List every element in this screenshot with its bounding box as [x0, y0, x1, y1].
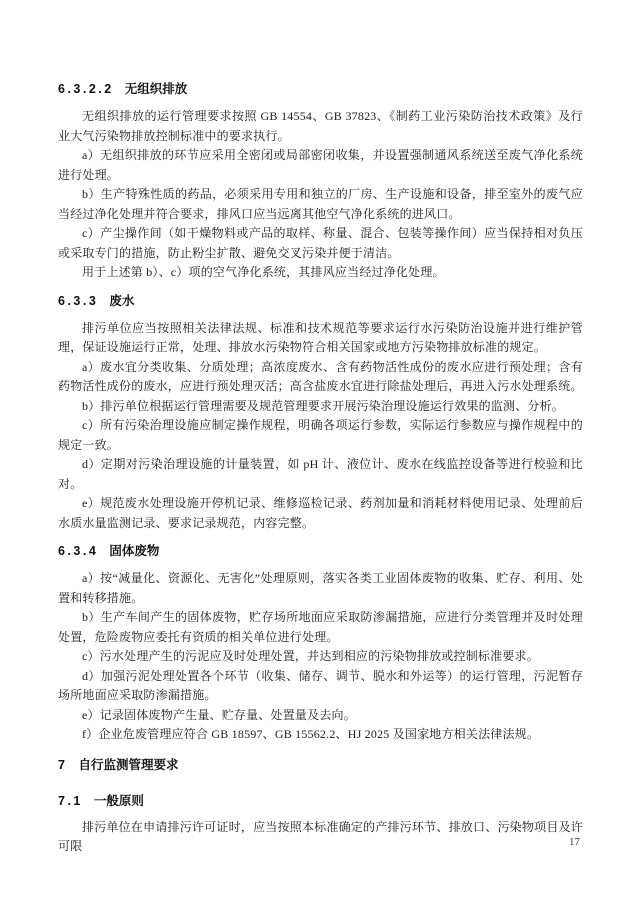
para-solidwaste-item-b: b）生产车间产生的固体废物，贮存场所地面应采取防渗漏措施，应进行分类管理并及时处理处置，危险废物应委托有资质的相关单位进行处理。 [58, 610, 583, 644]
page-number: 17 [569, 836, 580, 848]
heading-title: 固体废物 [109, 544, 160, 558]
heading-6-3-4-solid-waste [58, 543, 583, 559]
heading-number: 6.3.4 [58, 544, 99, 558]
heading-number: 6.3.2.2 [58, 82, 114, 96]
heading-6-3-2-2-fugitive-emissions [58, 81, 583, 97]
heading-6-3-3-wastewater [58, 293, 583, 309]
para-solidwaste-item-f: f）企业危废管理应符合 GB 18597、GB 15562.2、HJ 2025 及国家地方相关法律法规。 [82, 727, 540, 741]
para-fugitive-intro: 无组织排放的运行管理要求按照 GB 14554、GB 37823、《制药工业污染防治技术政策》及行业大气污染物排放控制标准中的要求执行。 [58, 109, 583, 143]
para-solidwaste-item-a: a）按“减量化、资源化、无害化”处理原则，落实各类工业固体废物的收集、贮存、利用、处置和转移措施。 [58, 571, 583, 605]
para-general-principles-intro: 排污单位在申请排污许可证时，应当按照本标准确定的产排污环节、排放口、污染物项目及许可限 [58, 819, 583, 853]
heading-number: 7 [58, 757, 68, 772]
heading-number: 6.3.3 [58, 293, 99, 308]
para-wastewater-item-a: a）废水宜分类收集、分质处理；高浓度废水、含有药物活性成份的废水应进行预处理；含有药物活性成份的废水，应进行预处理灭活；高含盐废水宜进行除盐处理后，再进入污水处理系统。 [58, 359, 583, 393]
heading-title: 一般原则 [93, 793, 144, 808]
heading-title: 无组织排放 [124, 82, 188, 96]
para-solidwaste-item-c: c）污水处理产生的污泥应及时处理处置，并达到相应的污染物排放或控制标准要求。 [82, 649, 539, 663]
para-fugitive-item-a: a）无组织排放的环节应采用全密闭或局部密闭收集，并设置强制通风系统送至废气净化系统进行处理。 [58, 148, 583, 182]
heading-title: 自行监测管理要求 [78, 757, 179, 772]
para-fugitive-item-b: b）生产特殊性质的药品，必须采用专用和独立的厂房、生产设施和设备，排至室外的废气应当经过净化处理并符合要求，排风口应当远离其他空气净化系统的进风口。 [58, 187, 583, 221]
para-wastewater-item-c: c）所有污染治理设施应制定操作规程，明确各项运行参数，实际运行参数应与操作规程中的规定一致。 [58, 418, 583, 452]
para-wastewater-item-e: e）规范废水处理设施开停机记录、维修巡检记录、药剂加量和消耗材料使用记录、处理前后水质水量监测记录、要求记录规范，内容完整。 [58, 496, 583, 530]
heading-number: 7.1 [58, 793, 83, 808]
para-wastewater-item-d: d）定期对污染治理设施的计量装置，如 pH 计、液位计、废水在线监控设备等进行校验和比对。 [58, 457, 583, 491]
para-fugitive-item-c: c）产尘操作间（如干燥物料或产品的取样、称量、混合、包装等操作间）应当保持相对负压或采取专门的措施，防止粉尘扩散、避免交叉污染并便于清洁。 [58, 226, 583, 260]
para-fugitive-note: 用于上述第 b）、c）项的空气净化系统，其排风应当经过净化处理。 [82, 265, 445, 279]
para-wastewater-intro: 排污单位应当按照相关法律法规、标准和技术规范等要求运行水污染防治设施并进行维护管理，保证设施运行正常，处理、排放水污染物符合相关国家或地方污染物排放标准的规定。 [58, 320, 583, 354]
para-wastewater-item-b: b）排污单位根据运行管理需要及规范管理要求开展污染治理设施运行效果的监测、分析。 [82, 398, 565, 413]
para-solidwaste-item-e: e）记录固体废物产生量、贮存量、处置量及去向。 [82, 707, 356, 722]
heading-title: 废水 [109, 293, 135, 308]
para-solidwaste-item-d: d）加强污泥处理处置各个环节（收集、储存、调节、脱水和外运等）的运行管理，污泥暂存场所地面应采取防渗漏措施。 [58, 668, 583, 702]
heading-7-1-general-principles [58, 793, 583, 809]
heading-7-self-monitoring [58, 757, 583, 773]
